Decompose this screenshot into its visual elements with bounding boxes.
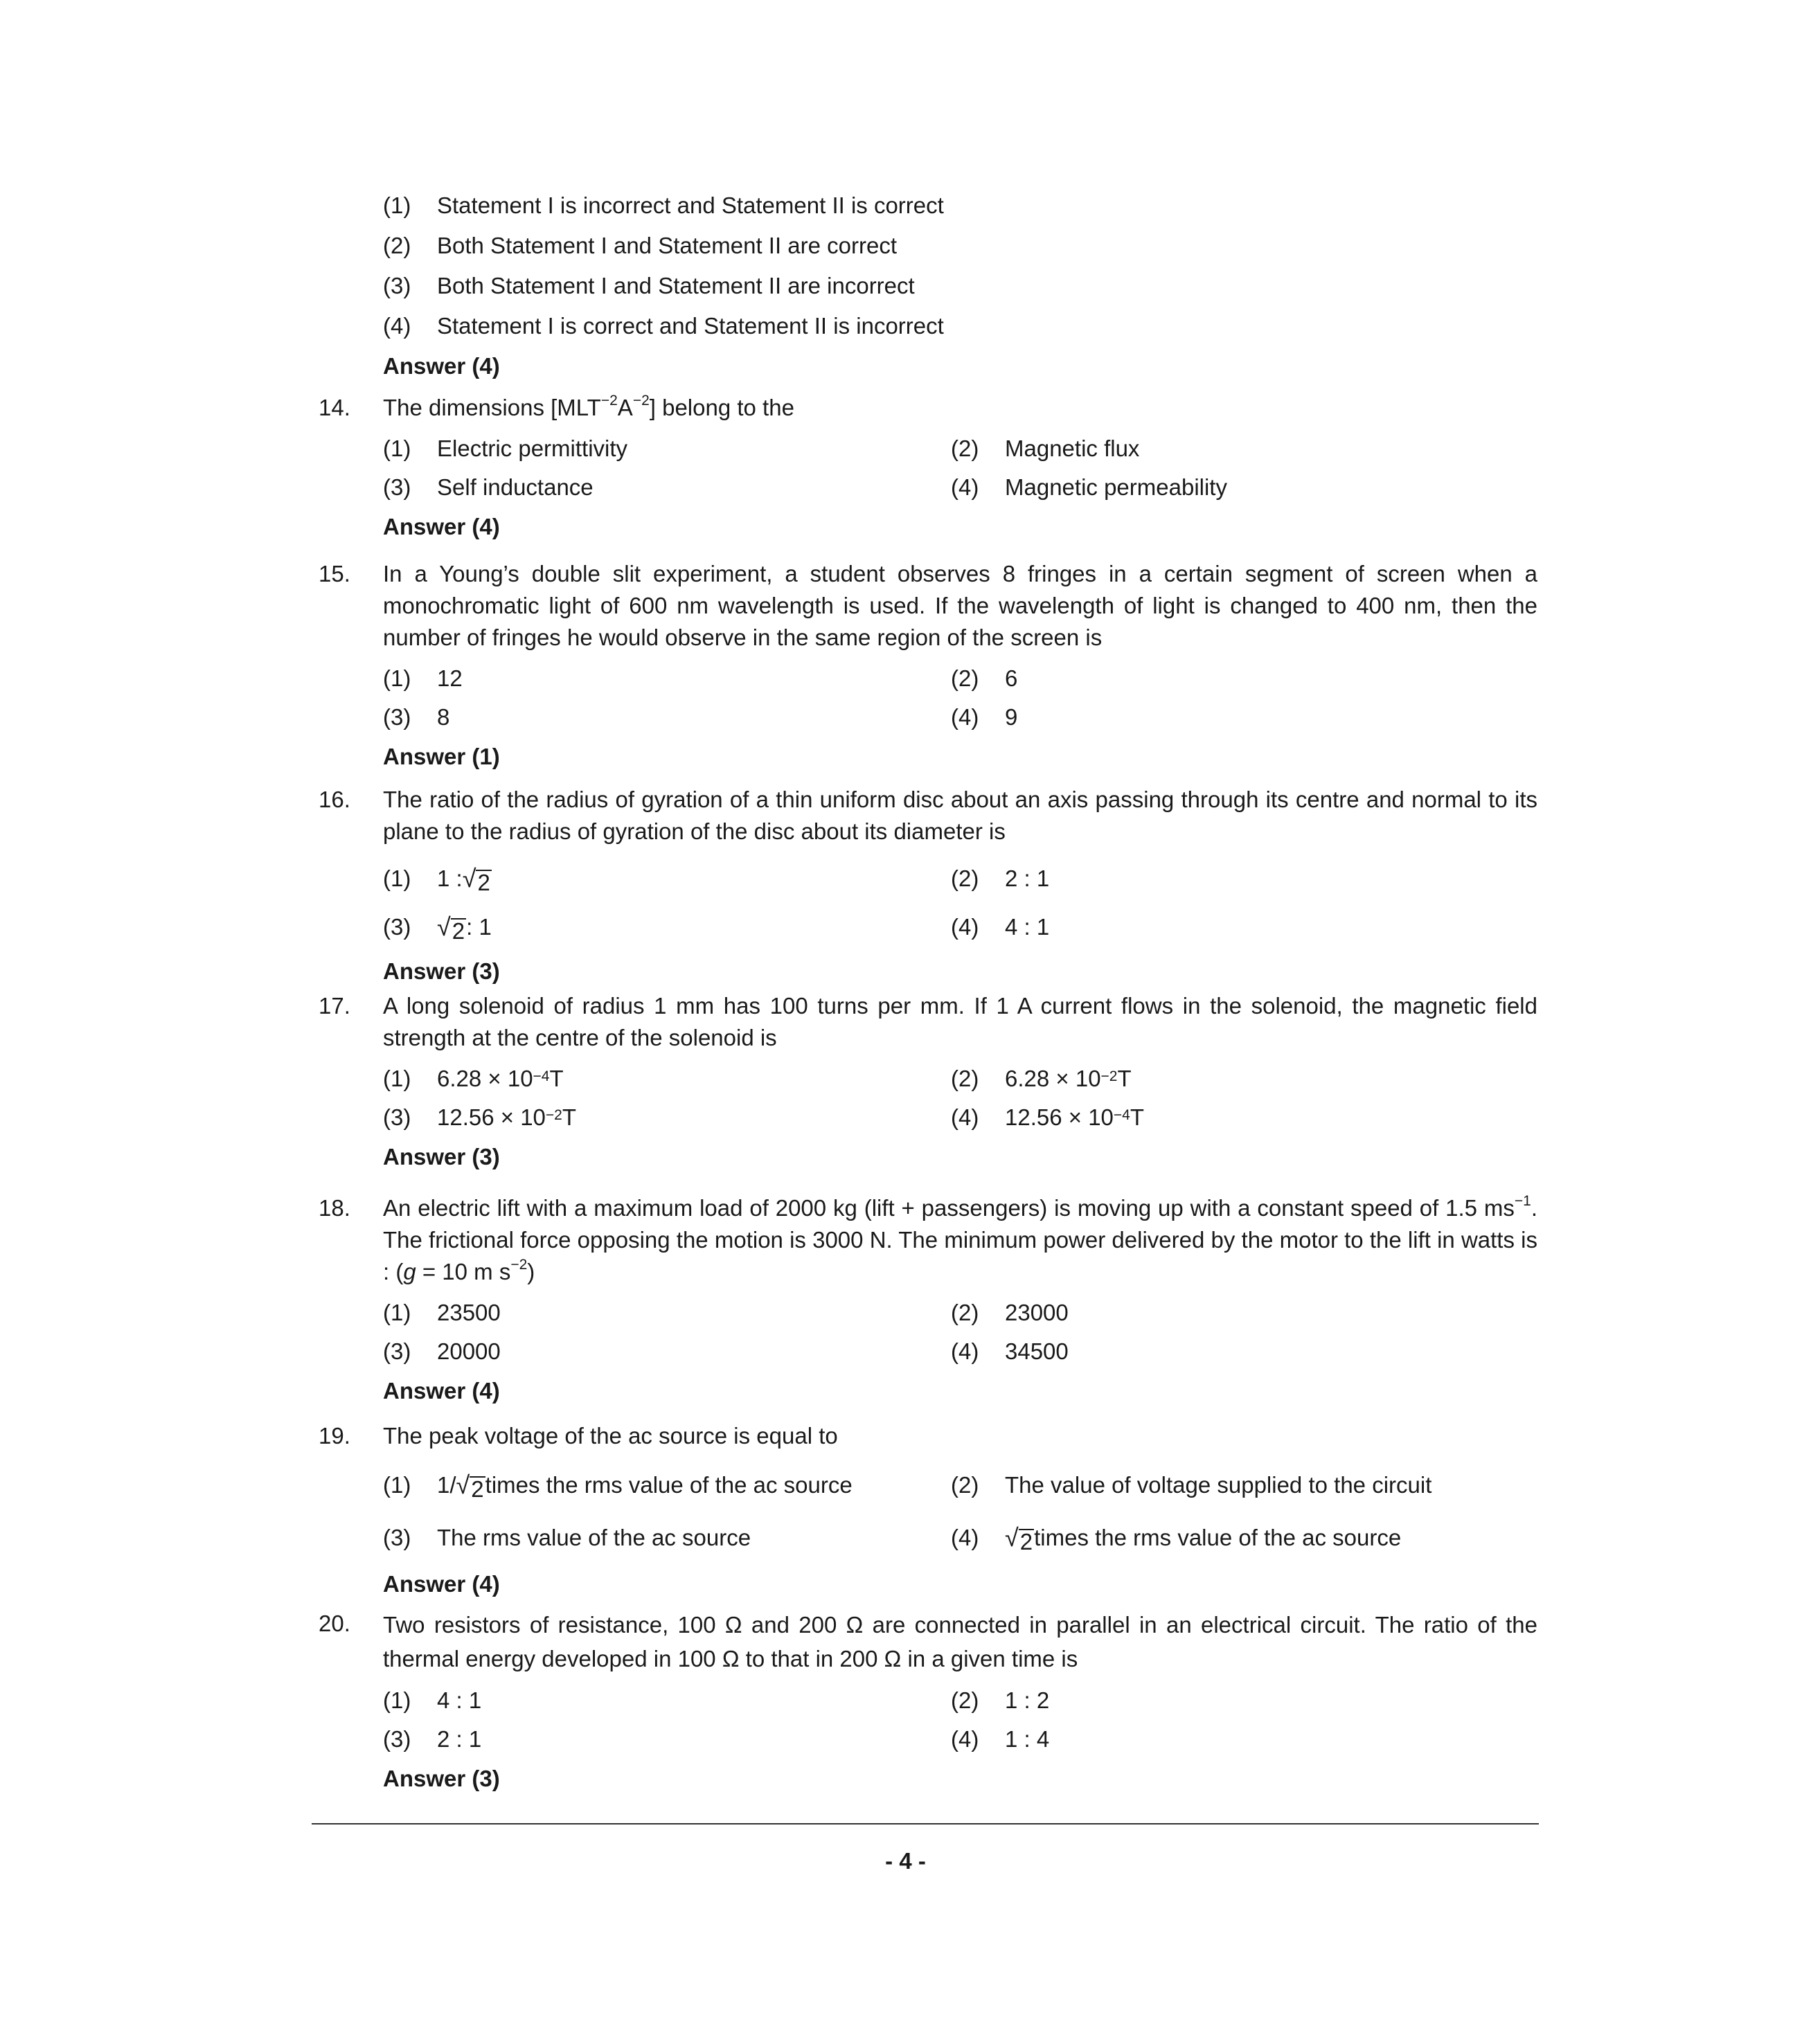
- question-text: The dimensions $[MLT^{-2}A^{-2}]$ belong to the: [383, 393, 794, 420]
- carryover-options: [383, 186, 1526, 386]
- question-15: [319, 558, 1537, 777]
- option: (2) The value of voltage supplied to the circuit: [951, 1472, 1432, 1498]
- options-grid: [383, 1293, 1537, 1371]
- option: (1) 12: [383, 665, 463, 691]
- options-grid: [383, 1059, 1537, 1137]
- question-text: A long solenoid of radius 1 mm has 100 turns per mm. If 1 A current flows in the solenoid, the magnetic field strength at the centre of the solenoid is: [383, 993, 1537, 1050]
- option: (2) 23000: [951, 1300, 1069, 1325]
- option: (4) 4 : 1: [951, 914, 1050, 940]
- option: (3) 8: [383, 704, 450, 730]
- options-grid: [383, 429, 1537, 507]
- option: (1) Statement I is incorrect and Statement II is correct: [383, 192, 944, 218]
- option: (3) The rms value of the ac source: [383, 1525, 751, 1550]
- sqrt-symbol: √ 2: [462, 864, 490, 895]
- question-text: In a Young’s double slit experiment, a student observes 8 fringes in a certain segment of screen when a monochromatic light of 600 nm wavelength is used. If the wavelength of light is changed to 400 nm, then the number of fringes he would observe in the same region of the screen is: [383, 561, 1537, 650]
- question-19: [319, 1420, 1537, 1604]
- options-grid: [383, 854, 1537, 951]
- option: (1) Electric permittivity: [383, 436, 628, 461]
- question-16: [319, 784, 1537, 992]
- option: (2) 2 : 1: [951, 866, 1050, 891]
- option: (4) 9: [951, 704, 1018, 730]
- option: (4) 34500: [951, 1338, 1069, 1364]
- option: (3) Both Statement I and Statement II are incorrect: [383, 273, 915, 298]
- option: (4) Statement I is correct and Statement II is incorrect: [383, 313, 944, 339]
- option: (3) 2 : 1: [383, 1726, 482, 1752]
- question-20: [319, 1608, 1537, 1799]
- page-number: - 4 -: [885, 1848, 926, 1874]
- answer-label: Answer (4): [383, 514, 500, 539]
- question-number: 17.: [319, 993, 350, 1019]
- option: (4) √ 2 times the rms value of the ac source: [951, 1523, 1402, 1554]
- question-18: [319, 1192, 1537, 1411]
- sqrt-symbol: √ 2: [437, 913, 465, 944]
- answer-label: Answer (3): [383, 1766, 500, 1791]
- option: (1) 4 : 1: [383, 1687, 482, 1713]
- question-number: 16.: [319, 787, 350, 812]
- options-grid: [383, 1681, 1537, 1759]
- option: (3) 12.56 × 10 $^{-2}$ T: [383, 1104, 577, 1130]
- option: (1) 23500: [383, 1300, 501, 1325]
- options-grid: [383, 659, 1537, 737]
- option: (2) 1 : 2: [951, 1687, 1050, 1713]
- option: (1) 6.28 × 10 $^{-4}$ T: [383, 1066, 564, 1091]
- option: (4) Magnetic permeability: [951, 474, 1227, 500]
- question-number: 20.: [319, 1611, 350, 1636]
- sqrt-symbol: √ 2: [456, 1471, 484, 1502]
- question-number: 15.: [319, 561, 350, 586]
- question-number: 18.: [319, 1195, 350, 1221]
- sqrt-symbol: √ 2: [1005, 1523, 1033, 1554]
- question-text: The peak voltage of the ac source is equal to: [383, 1423, 838, 1449]
- answer-label: Answer (4): [383, 1378, 500, 1404]
- option: (3) √ 2 : 1: [383, 913, 492, 944]
- question-14: [319, 392, 1537, 547]
- answer-label: Answer (3): [383, 958, 500, 984]
- question-number: 14.: [319, 395, 350, 420]
- answer-label: Answer (4): [383, 1571, 500, 1597]
- option: (2) 6.28 × 10 $^{-2}$ T: [951, 1066, 1132, 1091]
- answer-label: Answer (1): [383, 744, 500, 769]
- question-text: Two resistors of resistance, 100 Ω and 200 Ω are connected in parallel in an electrical circuit. The ratio of the thermal energy developed in 100 Ω to that in 200 Ω in a given time is: [383, 1612, 1537, 1671]
- question-17: [319, 990, 1537, 1177]
- option: (3) 20000: [383, 1338, 501, 1364]
- option: (4) 12.56 × 10 $^{-4}$ T: [951, 1104, 1145, 1130]
- footer-divider: [312, 1823, 1539, 1825]
- options-grid: [383, 1459, 1537, 1564]
- question-text: The ratio of the radius of gyration of a thin uniform disc about an axis passing through its centre and normal to its plane to the radius of gyration of the disc about its diameter is: [383, 787, 1537, 844]
- option: (3) Self inductance: [383, 474, 594, 500]
- option: (2) Both Statement I and Statement II are correct: [383, 233, 898, 258]
- answer-label: Answer (3): [383, 1144, 500, 1169]
- question-text: An electric lift with a maximum load of 2000 kg (lift + passengers) is moving up with a constant speed of 1.5 $ms^{-1}$. The frictional force opposing the motion is 3000 N. The minimum power delivered by the motor to the lift in watts is : (g = 10 m $s^{-2}$): [383, 1193, 1537, 1284]
- option: (2) 6: [951, 665, 1018, 691]
- option: (2) Magnetic flux: [951, 436, 1140, 461]
- question-number: 19.: [319, 1423, 350, 1449]
- option: (1) 1 : √ 2: [383, 864, 490, 895]
- option: (1) 1/ √ 2 times the rms value of the ac source: [383, 1471, 853, 1502]
- option: (4) 1 : 4: [951, 1726, 1050, 1752]
- answer-label: Answer (4): [383, 353, 500, 379]
